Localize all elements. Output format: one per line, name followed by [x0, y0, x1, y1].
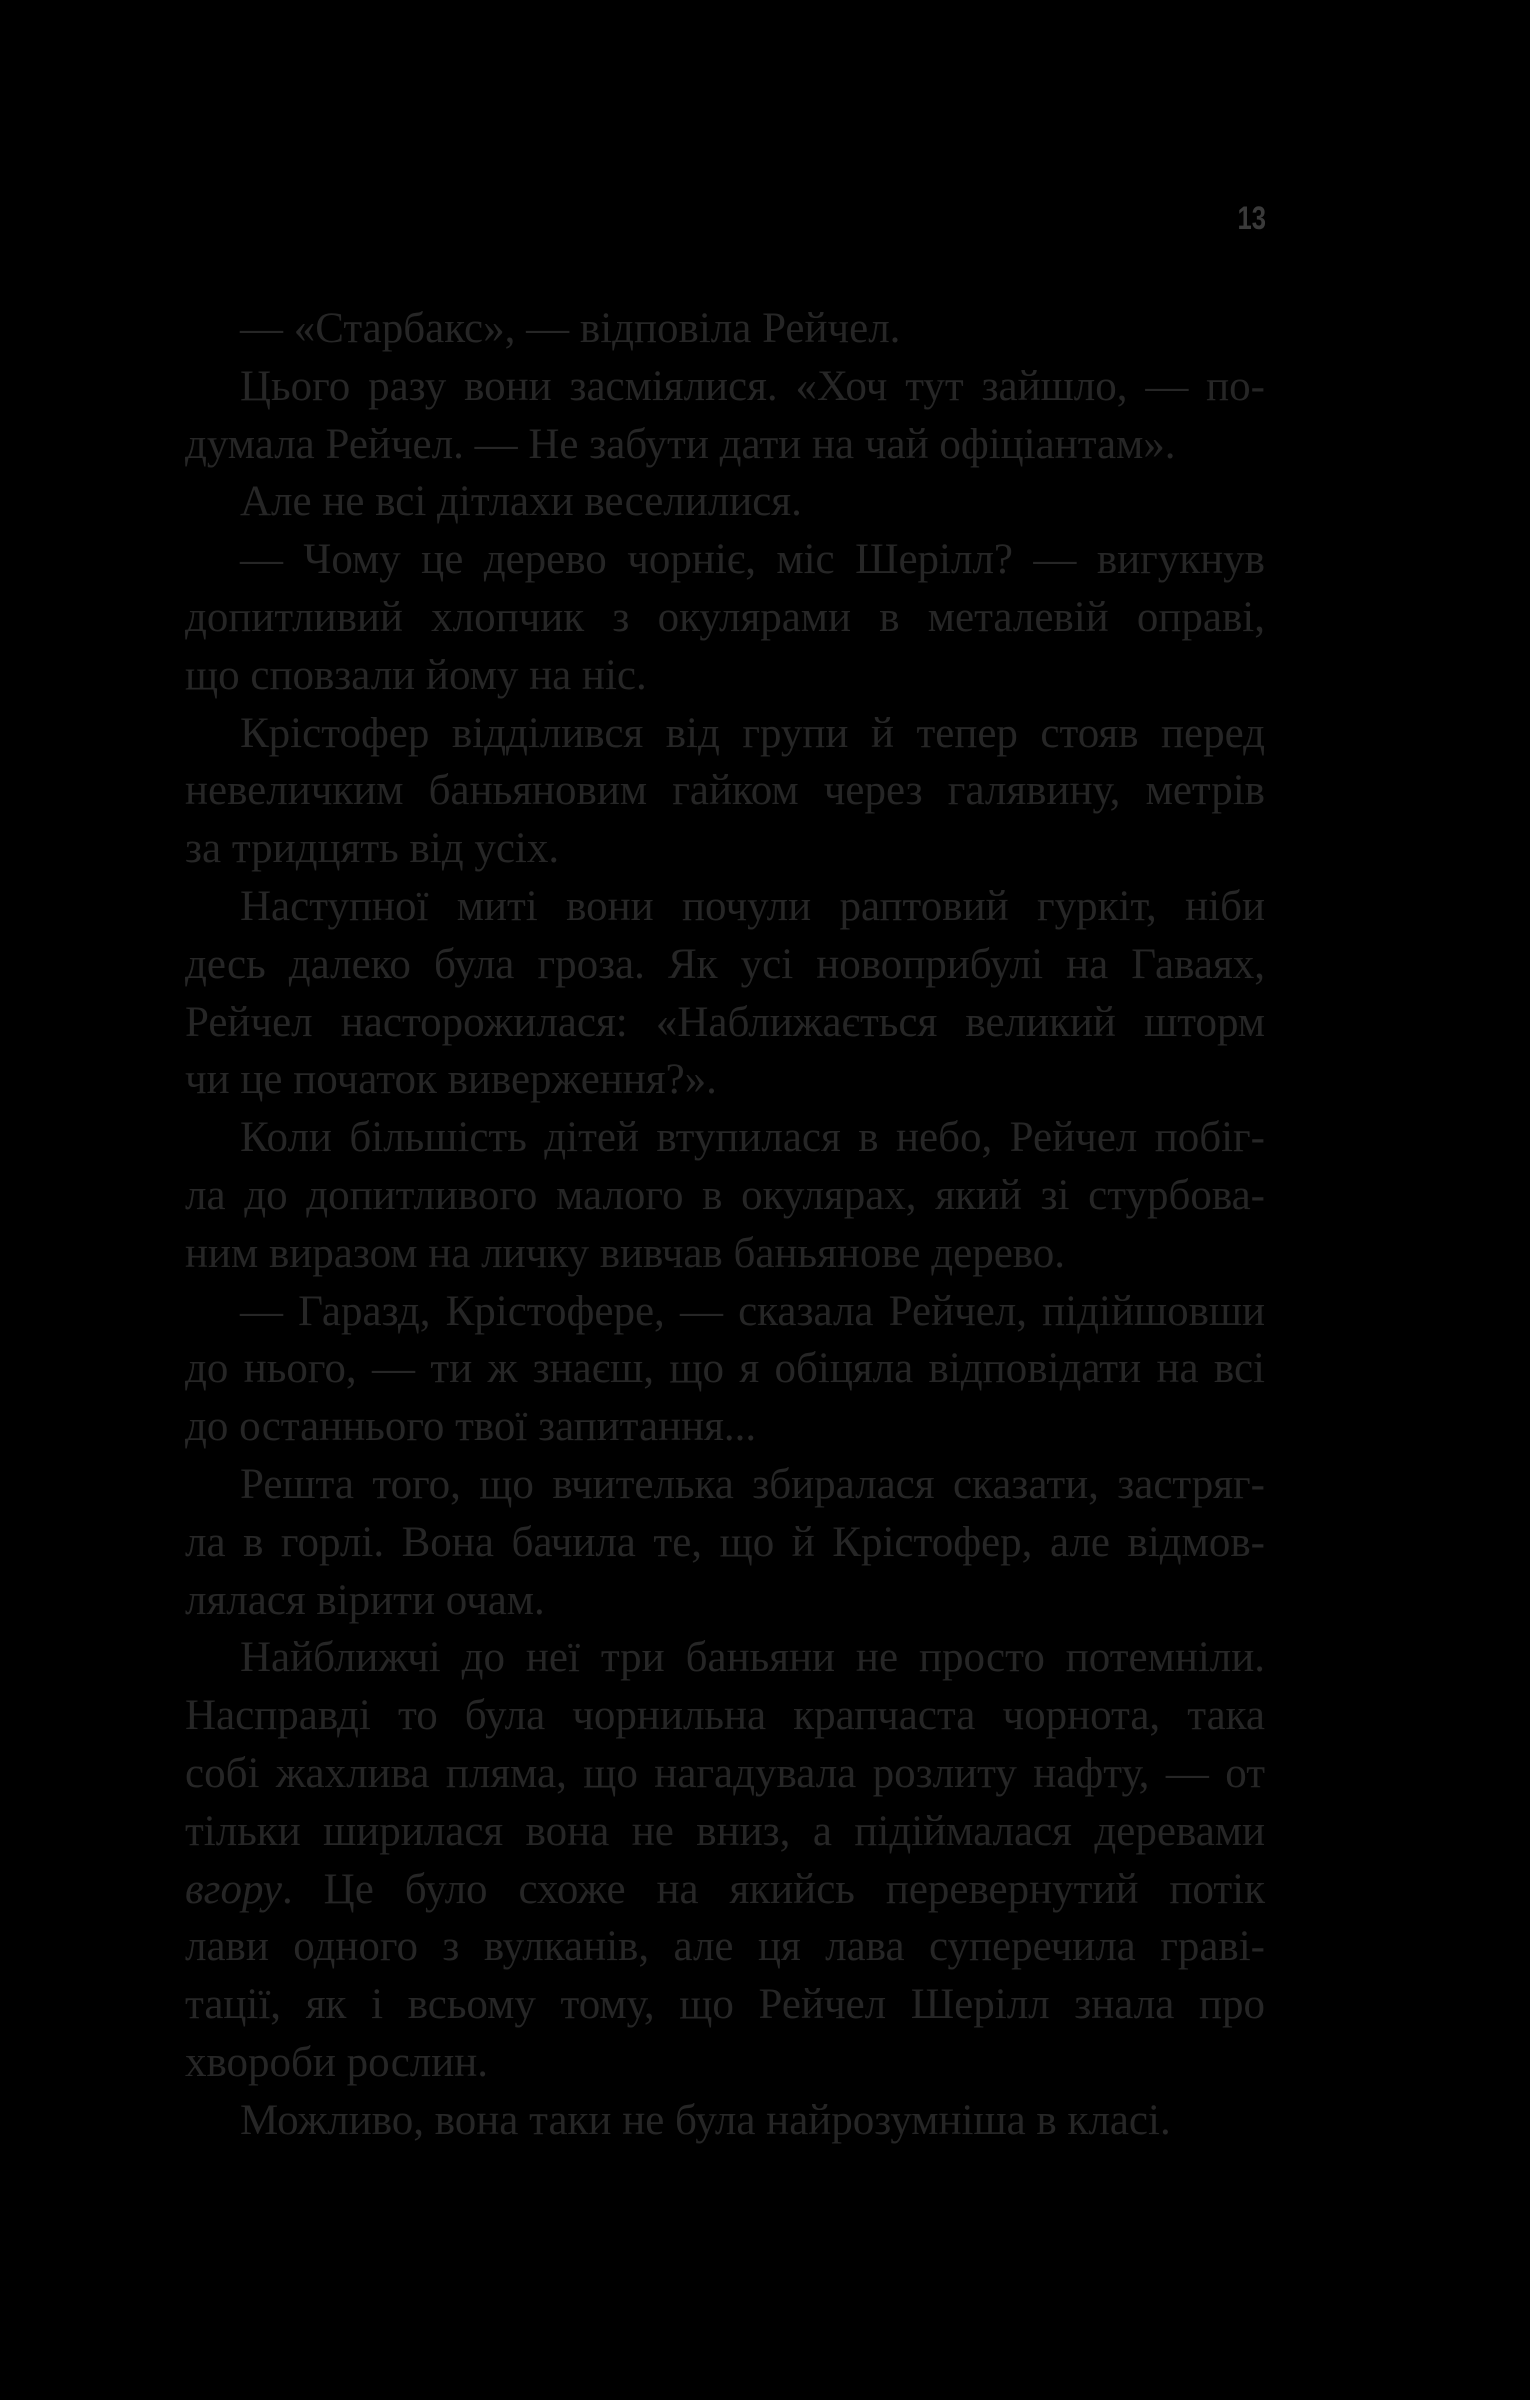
text-line: лави одного з вулканів, але ця лава суперечила граві- [185, 1923, 1265, 1971]
paragraph [185, 2092, 1265, 2150]
text-line: ним виразом на личку вивчав баньянове дерево. [185, 1229, 1066, 1277]
text-line: Наступної миті вони почули раптовий гуркіт, ніби [240, 882, 1265, 930]
text-line: тільки ширилася вона не вниз, а підіймалася деревами [185, 1807, 1265, 1855]
text-line: лялася вірити очам. [185, 1576, 545, 1624]
paragraph [185, 878, 1265, 1109]
text-line: ла до допитливого малого в окулярах, який зі стурбова- [185, 1171, 1265, 1219]
text-line: Можливо, вона таки не була найрозумніша в класі. [240, 2096, 1171, 2144]
text-line: собі жахлива пляма, що нагадувала розлиту нафту, — от [185, 1749, 1265, 1797]
text-line: Найближчі до неї три баньяни не просто потемніли. [240, 1634, 1265, 1682]
paragraph [185, 1629, 1265, 2091]
paragraph [185, 1109, 1265, 1282]
text-line: тації, як і всьому тому, що Рейчел Шерілл знала про [185, 1981, 1265, 2029]
paragraph [185, 1456, 1265, 1629]
paragraph [185, 300, 1265, 358]
body-text [185, 300, 1265, 2150]
text-line: Рейчел насторожилася: «Наближається великий шторм [185, 998, 1265, 1046]
text-line: Цього разу вони засміялися. «Хоч тут зайшло, — по- [240, 362, 1265, 410]
italic-word: вгору [185, 1865, 282, 1913]
text-line: чи це початок виверження?». [185, 1056, 717, 1104]
text-line: що сповзали йому на ніс. [185, 651, 647, 699]
line-rest: . Це було схоже на якийсь перевернутий потік [281, 1865, 1265, 1913]
text-line: — Чому це дерево чорніє, міс Шерілл? — вигукнув [240, 536, 1265, 584]
text-line: ла в горлі. Вона бачила те, що й Крістофер, але відмов- [185, 1518, 1265, 1566]
text-line: Насправді то була чорнильна крапчаста чорнота, така [185, 1692, 1265, 1740]
text-line: хвороби рослин. [185, 2038, 489, 2086]
page-number: 13 [1237, 200, 1266, 236]
paragraph [185, 531, 1265, 704]
paragraph [185, 705, 1265, 878]
text-line: допитливий хлопчик з окулярами в металевій оправі, [185, 593, 1265, 641]
text-line: Коли більшість дітей втупилася в небо, Рейчел побіг- [240, 1114, 1265, 1162]
text-line: Але не всі дітлахи веселилися. [240, 478, 802, 526]
text-line: — «Старбакс», — відповіла Рейчел. [240, 305, 901, 352]
text-line: думала Рейчел. — Не забути дати на чай офіціантам». [185, 420, 1176, 468]
paragraph [185, 473, 1265, 531]
text-line: Крістофер відділився від групи й тепер стояв перед [240, 709, 1265, 757]
text-line: невеличким баньяновим гайком через галявину, метрів [185, 767, 1265, 815]
text-line: до останнього твої запитання... [185, 1403, 757, 1451]
paragraph [185, 358, 1265, 474]
text-line: Решта того, що вчителька збиралася сказати, застряг- [240, 1460, 1265, 1508]
paragraph [185, 1283, 1265, 1456]
text-line: до нього, — ти ж знаєш, що я обіцяла відповідати на всі [185, 1345, 1265, 1393]
text-line: за тридцять від усіх. [185, 825, 560, 873]
text-line [185, 1861, 1265, 1919]
text-line: десь далеко була гроза. Як усі новоприбулі на Гаваях, [185, 940, 1265, 988]
text-line: — Гаразд, Крістофере, — сказала Рейчел, підійшовши [240, 1287, 1265, 1335]
